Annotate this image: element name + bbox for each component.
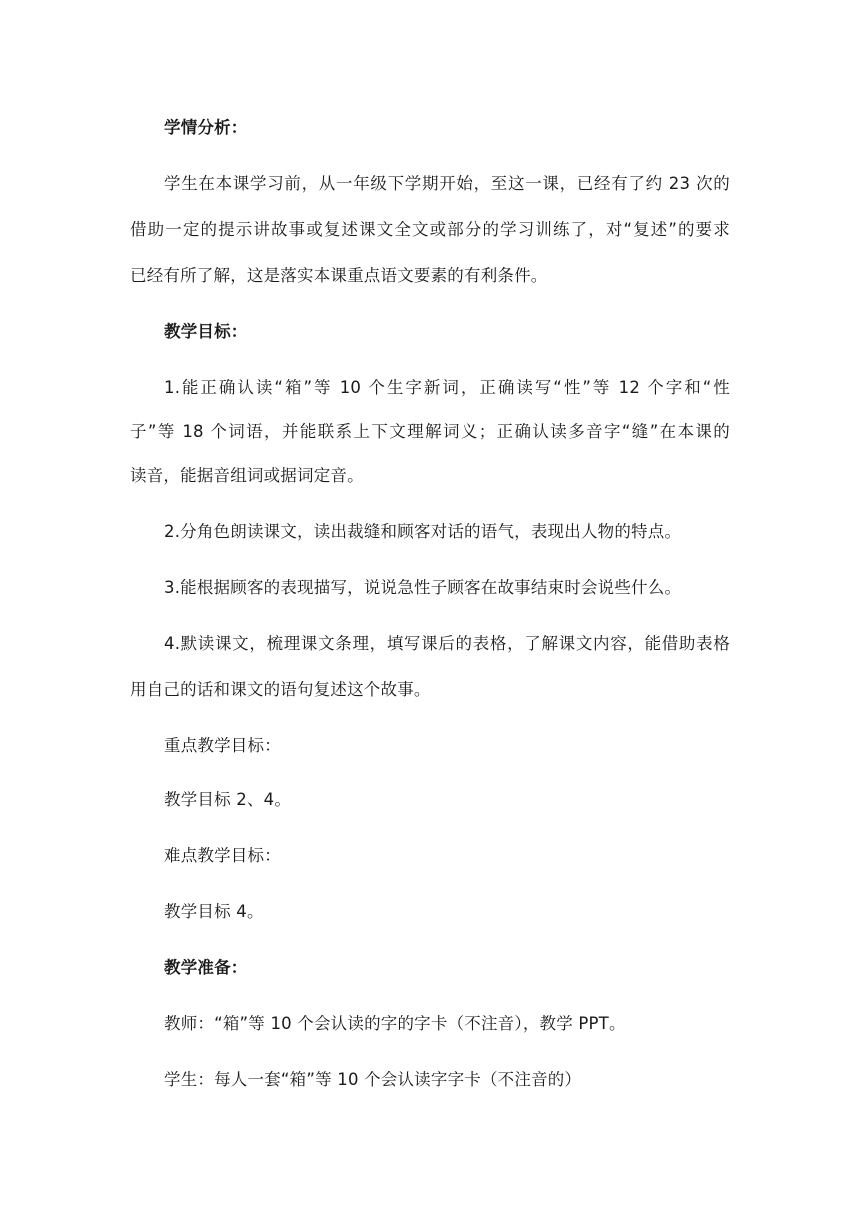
analysis-heading: 学情分析： — [164, 118, 248, 137]
key-goal-value: 教学目标 2、4。 — [164, 790, 292, 809]
goal4-line-1: 4.默读课文，梳理课文条理，填写课后的表格，了解课文内容，能借助表格 — [164, 634, 730, 653]
prep-student: 学生：每人一套“箱”等 10 个会认读字字卡（不注音的） — [164, 1070, 582, 1089]
goals-heading: 教学目标： — [164, 322, 248, 341]
analysis-line-1: 学生在本课学习前，从一年级下学期开始，至这一课，已经有了约 23 次的 — [164, 174, 730, 193]
prep-heading: 教学准备： — [164, 958, 248, 977]
goal3: 3.能根据顾客的表现描写，说说急性子顾客在故事结束时会说些什么。 — [164, 578, 682, 597]
goal1-line-2: 子”等 18 个词语，并能联系上下文理解词义；正确认读多音字“缝”在本课的 — [130, 422, 730, 441]
goal1-line-3: 读音，能据音组词或据词定音。 — [130, 466, 364, 485]
key-goal-label: 重点教学目标： — [164, 736, 281, 755]
goal1-line-1: 1.能正确认读“箱”等 10 个生字新词，正确读写“性”等 12 个字和“性 — [164, 378, 730, 397]
goal2: 2.分角色朗读课文，读出裁缝和顾客对话的语气，表现出人物的特点。 — [164, 522, 682, 541]
difficult-goal-label: 难点教学目标： — [164, 846, 281, 865]
analysis-line-2: 借助一定的提示讲故事或复述课文全文或部分的学习训练了，对“复述”的要求 — [130, 220, 730, 239]
analysis-line-3: 已经有所了解，这是落实本课重点语文要素的有利条件。 — [130, 266, 548, 285]
prep-teacher: 教师：“箱”等 10 个会认读的字的字卡（不注音），教学 PPT。 — [164, 1014, 626, 1033]
difficult-goal-value: 教学目标 4。 — [164, 902, 264, 921]
goal4-line-2: 用自己的话和课文的语句复述这个故事。 — [130, 680, 431, 699]
